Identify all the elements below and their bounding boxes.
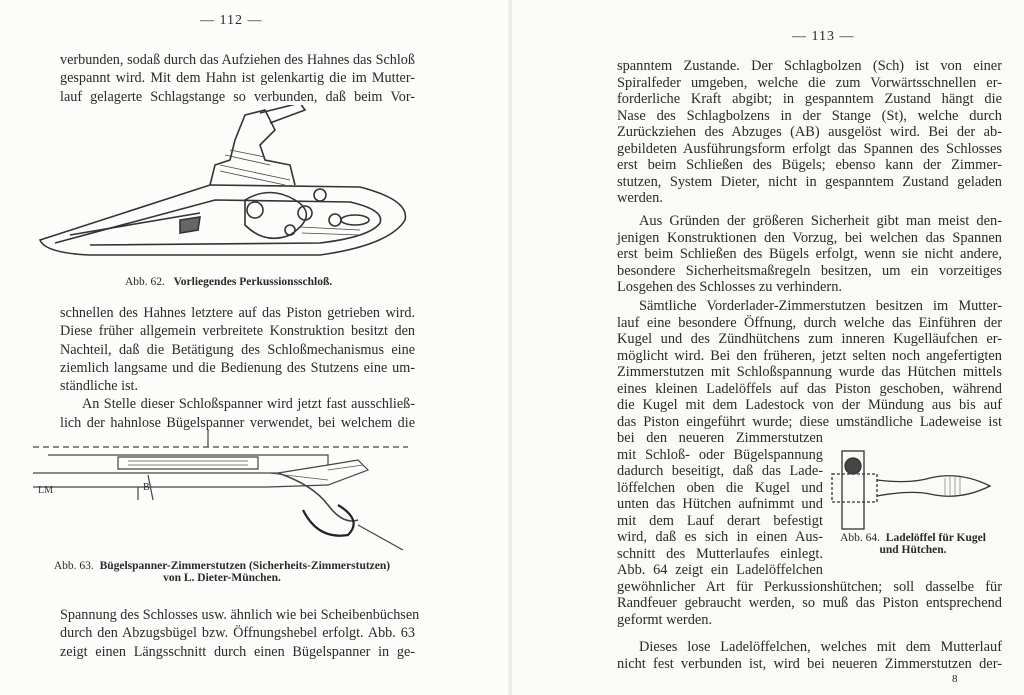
text-line: bei den neueren Zimmerstutzen xyxy=(617,430,823,446)
text-line: ziemlich langsame und die Bedienung des Stutzens eine um- xyxy=(60,359,415,376)
text-line: schnitt des Mutterlaufes einlegt. xyxy=(617,545,823,562)
text-line: Abb. 64 zeigt ein Ladelöffelchen xyxy=(617,562,823,578)
text-line: gewöhnlicher Art für Perkussionshütchen; soll dasselbe für xyxy=(617,578,1002,595)
text-line: Nachteil, daß die Betätigung des Schloßmechanismus eine xyxy=(60,341,415,358)
text-line: lauf gelagerte Schlagstange so verbunden, daß beim Vor- xyxy=(60,88,415,105)
text-line: Randfeuer gebraucht werden, so muß das Piston entsprechend xyxy=(617,595,1002,611)
page-number: — 113 — xyxy=(792,29,855,44)
figure-63-caption xyxy=(42,560,402,584)
paragraph xyxy=(60,51,415,106)
text-line: jenigen Konstruktionen den Vorzug, bei welchen das Spannen xyxy=(617,229,1002,246)
text-line: Sämtliche Vorderlader-Zimmerstutzen besitzen im Mutter- xyxy=(639,298,1002,314)
text-line: gespannt wird. Mit dem Hahn ist gelenkartig die im Mutter- xyxy=(60,70,415,87)
text-line: mit Schloß- oder Bügelspannung xyxy=(617,446,823,463)
text-line: lich der hahnlose Bügelspanner verwendet, bei welchem die xyxy=(60,414,415,431)
text-line: Spiralfeder umgeben, welche die zum Vorwärtsschnellen er- xyxy=(617,74,1002,91)
text-line: löffelchen oben die Kugel und xyxy=(617,479,823,496)
text-line: das Piston eingeführt wurde; diese umständliche Ladeweise ist xyxy=(617,413,1002,430)
text-line: Spannung des Schlosses usw. ähnlich wie bei Scheibenbüchsen xyxy=(60,607,420,623)
text-line: erst beim Schließen des Bügels; ebenso kann der Zimmer- xyxy=(617,157,1002,173)
text-line: mit dem Lauf derart befestigt xyxy=(617,512,823,529)
text-line: forderliche Kraft abgibt; in gespanntem Zustand hängt die xyxy=(617,91,1002,107)
text-line: lauf eine besondere Öffnung, durch welche das Einführen der xyxy=(617,314,1002,331)
text-line: unten das Hütchen aufnimmt und xyxy=(617,496,823,512)
figure-tag: B xyxy=(143,482,150,493)
figure-64-caption xyxy=(828,532,998,556)
text-line: verbunden, sodaß durch das Aufziehen des Hahnes das Schloß xyxy=(60,52,415,68)
text-line: stutzen, System Dieter, nicht in gespanntem Zustand geladen xyxy=(617,173,1002,190)
figure-64-loading-spoon-drawing xyxy=(830,446,1000,531)
text-line: durch den Abzugsbügel bzw. Öffnungshebel erfolgt. Abb. 63 xyxy=(60,625,415,642)
text-line: Kugel und des Zündhütchens zum inneren Kugelläufchen er- xyxy=(617,331,1002,347)
text-line: werden. xyxy=(617,190,663,206)
figure-63-rifle-section-drawing xyxy=(28,425,418,560)
right-page xyxy=(512,0,1024,695)
text-line: Nase des Schlagbolzens in der Stange (St), welche durch xyxy=(617,107,1002,124)
text-line: ständliche ist. xyxy=(60,378,139,395)
text-line: Aus Gründen der größeren Sicherheit gibt man meist den- xyxy=(639,213,1002,229)
figure-label: Abb. 64. xyxy=(840,532,881,544)
paragraph xyxy=(60,304,415,432)
text-line: wird, daß es sich in einen Aus- xyxy=(617,529,823,545)
text-line: An Stelle dieser Schloßspanner wird jetzt fast ausschließ- xyxy=(82,396,415,413)
paragraph xyxy=(60,606,420,661)
page-number: — 112 — xyxy=(200,13,263,28)
signature-mark: 8 xyxy=(952,673,959,685)
text-line: nicht fest verbunden ist, wird bei neueren Zimmerstutzen der- xyxy=(617,655,1002,672)
figure-label: Abb. 63. xyxy=(53,560,94,572)
figure-tag: LM xyxy=(38,485,53,496)
text-line: eines kleinen Ladelöffels auf das Piston geschoben, während xyxy=(617,380,1002,397)
text-line: geformt werden. xyxy=(617,611,713,628)
text-line: spanntem Zustande. Der Schlagbolzen (Sch) ist von einer xyxy=(617,58,1002,74)
paragraph xyxy=(617,213,1002,296)
text-line: Diese früher allgemein verbreitete Konstruktion besitzt den xyxy=(60,323,415,340)
text-line: erst beim Schließen des Bügels erfolgt, wenn sie nicht andere, xyxy=(617,246,1002,262)
figure-62-percussion-lock-drawing xyxy=(30,105,415,270)
figure-title: Ladelöffel für Kugel xyxy=(885,532,986,544)
figure-62-caption xyxy=(125,276,332,288)
figure-title-line2: und Hütchen. xyxy=(879,544,947,556)
text-line: besondere Sicherheitsmaßregeln besitzen, um ein vorzeitiges xyxy=(617,262,1002,279)
paragraph xyxy=(617,639,1002,672)
figure-label: Abb. 62. xyxy=(125,276,165,288)
text-line: möglicht wird. Bei den früheren, jetzt selten noch angefertigten xyxy=(617,347,1002,364)
text-line: gebildeten Ausführungsform erfolgt das Spannen des Schlosses xyxy=(617,140,1002,157)
text-line: Zurückziehen des Abzuges (AB) ausgelöst wird. Bei der ab- xyxy=(617,124,1002,140)
figure-title: Bügelspanner-Zimmerstutzen (Sicherheits-Zimmerstutzen) xyxy=(99,560,391,572)
figure-title-line2: von L. Dieter-München. xyxy=(163,572,281,584)
text-line: Zimmerstutzen mit Schloßspannung wurde das Hütchen mittels xyxy=(617,364,1002,380)
text-line: Dieses lose Ladelöffelchen, welches mit dem Mutterlauf xyxy=(639,639,1002,655)
text-line: zeigt einen Längsschnitt durch einen Bügelspanner in ge- xyxy=(60,643,415,660)
text-line: dadurch beseitigt, daß das Lade- xyxy=(617,463,823,479)
paragraph xyxy=(617,58,1002,207)
text-line: die Kugel mit dem Ladestock von der Mündung aus bis auf xyxy=(617,397,1002,413)
text-line: schnellen des Hahnes letztere auf das Piston getrieben wird. xyxy=(60,305,415,321)
figure-title: Vorliegendes Perkussionsschloß. xyxy=(173,276,333,288)
text-line: Losgehen des Schlosses zu verhindern. xyxy=(617,279,843,295)
